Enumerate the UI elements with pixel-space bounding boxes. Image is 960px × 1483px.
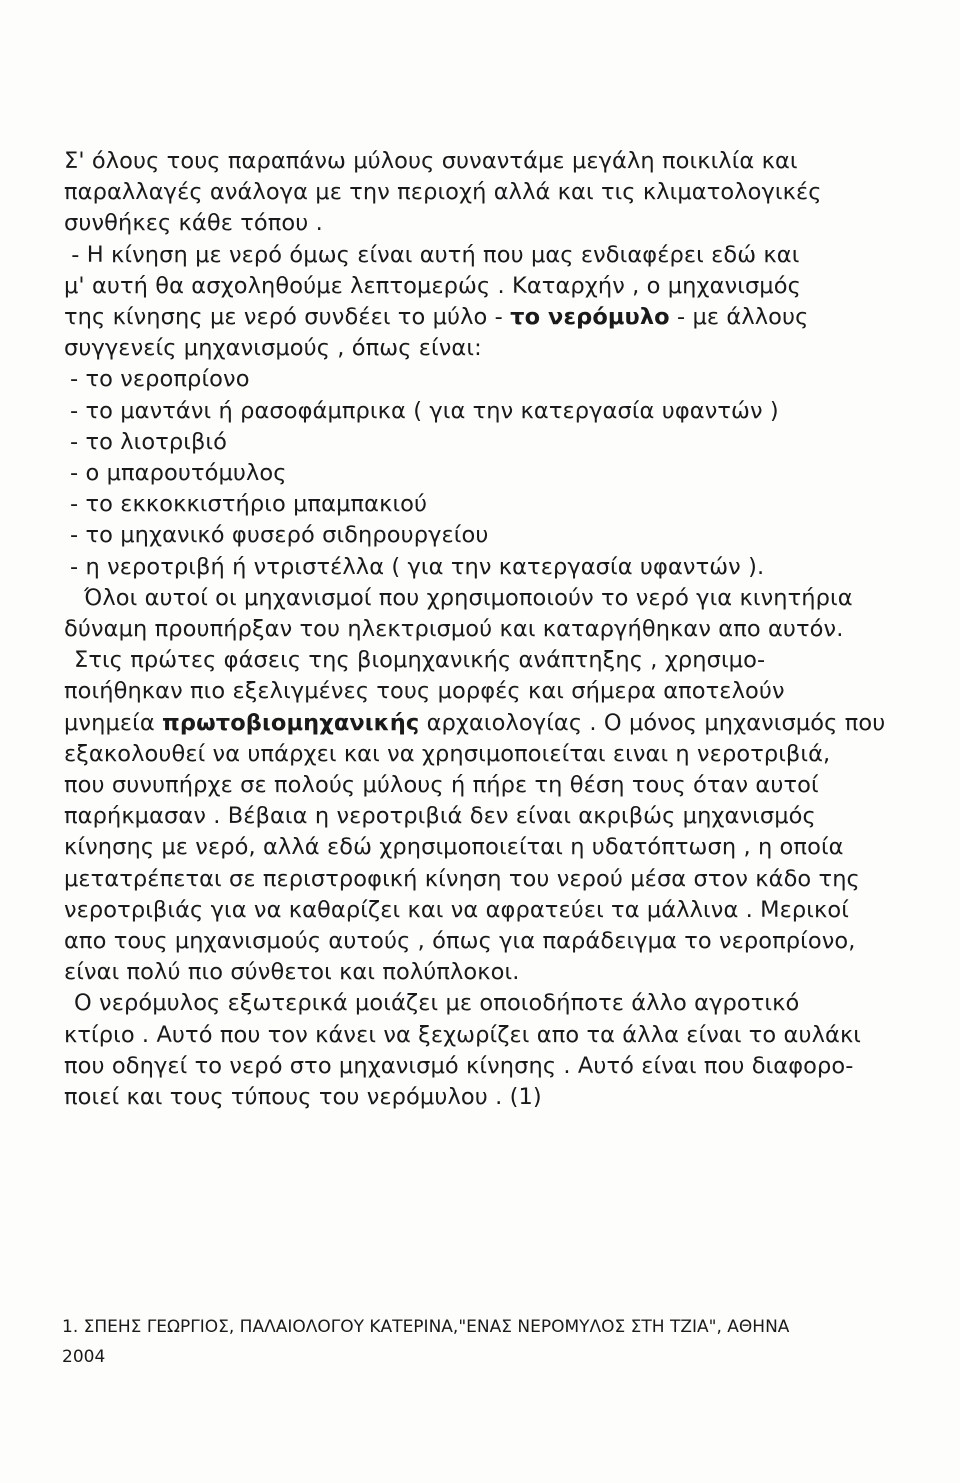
text-line: κτίριο . Αυτό που τον κάνει να ξεχωρίζει απο τα άλλα είναι το αυλάκι xyxy=(64,1021,862,1048)
footnote-line: 1. ΣΠΕΗΣ ΓΕΩΡΓΙΟΣ, ΠΑΛΑΙΟΛΟΓΟΥ ΚΑΤΕΡΙΝΑ,"ΕΝΑΣ ΝΕΡΟΜΥΛΟΣ ΣΤΗ ΤΖΙΑ", ΑΘΗΝΑ xyxy=(62,1317,790,1337)
list-item: - το μαντάνι ή ρασοφάμπρικα ( για την κατεργασία υφαντών ) xyxy=(70,397,779,424)
text-line: - Η κίνηση με νερό όμως είναι αυτή που μας ενδιαφέρει εδώ και xyxy=(64,241,800,268)
text-line: είναι πολύ πιο σύνθετοι και πολύπλοκοι. xyxy=(64,959,520,986)
text-segment: μνημεία xyxy=(64,709,163,736)
text-line: κίνησης με νερό, αλλά εδώ χρησιμοποιείται η υδατόπτωση , η οποία xyxy=(64,834,844,861)
text-line: παρήκμασαν . Βέβαια η νεροτριβιά δεν είναι ακριβώς μηχανισμός xyxy=(64,803,816,830)
text-line: νεροτριβιάς για να καθαρίζει και να αφρατεύει τα μάλλινα . Μερικοί xyxy=(64,896,849,923)
body-text xyxy=(64,146,894,1113)
bold-term-watermill: το νερόμυλο xyxy=(510,304,670,331)
text-line: Σ' όλους τους παραπάνω μύλους συναντάμε μεγάλη ποικιλία και xyxy=(64,148,798,174)
text-line: Στις πρώτες φάσεις της βιομηχανικής ανάπτηξης , χρησιμο- xyxy=(74,647,766,674)
list-item: - η νεροτριβή ή ντριστέλλα ( για την κατεργασία υφαντών ). xyxy=(70,553,765,580)
text-line xyxy=(64,302,894,333)
text-segment: αρχαιολογίας . Ο μόνος μηχανισμός που xyxy=(419,709,886,736)
text-line: ποιήθηκαν πιο εξελιγμένες τους μορφές και σήμερα αποτελούν xyxy=(64,678,785,705)
list-item: - το λιοτριβιό xyxy=(70,428,228,455)
text-line xyxy=(64,708,894,739)
text-line: που συνυπήρχε σε πολούς μύλους ή πήρε τη θέση τους όταν αυτοί xyxy=(64,772,819,799)
list-item: - το νεροπρίονο xyxy=(70,366,250,393)
text-line: μετατρέπεται σε περιστροφική κίνηση του νερού μέσα στον κάδο της xyxy=(64,865,860,892)
footnote xyxy=(62,1312,882,1372)
text-segment: - με άλλους xyxy=(669,304,809,331)
text-line: μ' αυτή θα ασχοληθούμε λεπτομερώς . Καταρχήν , ο μηχανισμός xyxy=(64,272,801,299)
footnote-year: 2004 xyxy=(62,1347,106,1367)
list-item: - το μηχανικό φυσερό σιδηρουργείου xyxy=(70,522,489,549)
text-line: που οδηγεί το νερό στο μηχανισμό κίνησης . Αυτό είναι που διαφορο- xyxy=(64,1052,854,1079)
bold-term-protoindustrial: πρωτοβιομηχανικής xyxy=(162,709,420,736)
text-line: εξακολουθεί να υπάρχει και να χρησιμοποιείται ειναι η νεροτριβιά, xyxy=(64,740,831,767)
text-line: Όλοι αυτοί οι μηχανισμοί που χρησιμοποιούν το νερό για κινητήρια xyxy=(84,584,853,611)
text-line: συνθήκες κάθε τόπου . xyxy=(64,210,323,237)
text-line: παραλλαγές ανάλογα με την περιοχή αλλά και τις κλιματολογικές xyxy=(64,179,822,206)
text-line: συγγενείς μηχανισμούς , όπως είναι: xyxy=(64,335,482,362)
text-segment: της κίνησης με νερό συνδέει το μύλο - xyxy=(64,304,511,331)
text-line: απο τους μηχανισμούς αυτούς , όπως για παράδειγμα το νεροπρίονο, xyxy=(64,928,856,955)
text-line: Ο νερόμυλος εξωτερικά μοιάζει με οποιοδήποτε άλλο αγροτικό xyxy=(74,990,800,1017)
list-item: - ο μπαρουτόμυλος xyxy=(70,460,287,487)
text-line: δύναμη προυπήρξαν του ηλεκτρισμού και καταργήθηκαν απο αυτόν. xyxy=(64,616,844,643)
text-line: ποιεί και τους τύπους του νερόμυλου . (1) xyxy=(64,1084,542,1111)
list-item: - το εκκοκκιστήριο μπαμπακιού xyxy=(70,491,428,518)
